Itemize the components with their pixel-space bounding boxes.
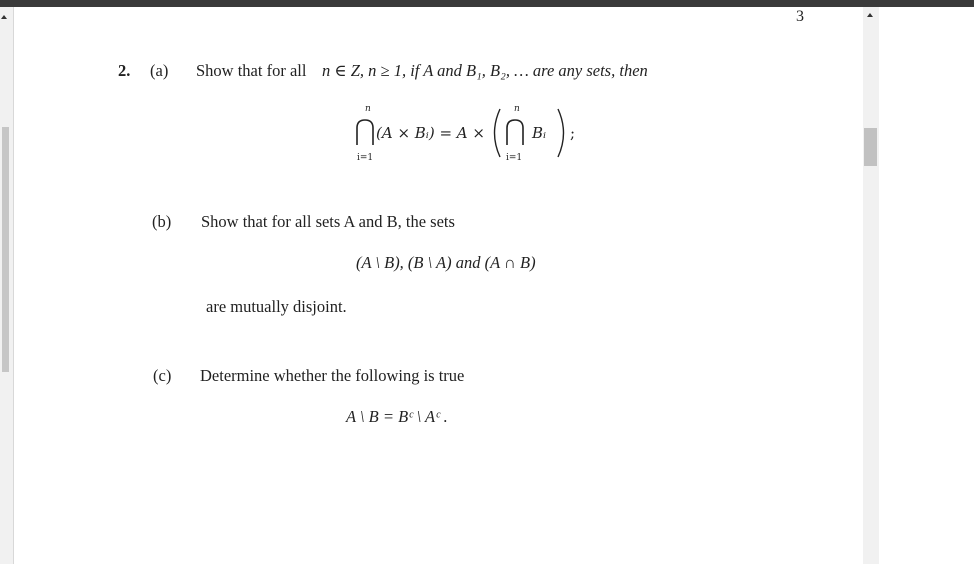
part-b-label: (b) (152, 212, 172, 231)
rhs-upper-limit: n (514, 104, 520, 114)
part-c-label: (c) (153, 366, 172, 385)
lhs-body: (A × Bᵢ) = A × (376, 124, 485, 142)
page-number: 3 (796, 8, 804, 25)
rhs-inner: Bᵢ (532, 124, 547, 142)
part-c-statement: Determine whether the following is true (200, 366, 465, 385)
scroll-up-arrow-icon[interactable] (867, 13, 873, 17)
left-scrollbar[interactable] (0, 7, 14, 564)
part-b-conclusion: are mutually disjoint. (206, 297, 347, 316)
top-bar (0, 0, 974, 7)
question-number: 2. (118, 61, 131, 80)
right-paren-icon (556, 108, 570, 158)
lhs-upper-limit: n (365, 104, 371, 114)
scroll-thumb[interactable] (864, 128, 877, 166)
part-a-label: (a) (150, 61, 169, 80)
part-a-statement-math: n ∈ Z, n ≥ 1, if A and B₁, B₂, … are any sets, then (322, 61, 648, 80)
part-b-sets: (A \ B), (B \ A) and (A ∩ B) (356, 253, 536, 272)
right-margin (879, 7, 974, 564)
rhs-tail: ; (570, 124, 576, 142)
rhs-lower-limit: i=1 (506, 153, 523, 163)
left-scroll-thumb[interactable] (2, 127, 9, 372)
left-scroll-arrow-icon[interactable] (1, 15, 7, 19)
big-intersection-icon (355, 119, 375, 145)
part-b-statement: Show that for all sets A and B, the sets (201, 212, 455, 231)
lhs-lower-limit: i=1 (357, 153, 374, 163)
part-c-formula: A \ B = Bᶜ \ Aᶜ . (346, 407, 448, 426)
big-intersection-icon-2 (505, 119, 525, 145)
part-a-statement-prefix: Show that for all (196, 61, 307, 80)
vertical-scrollbar[interactable] (863, 7, 879, 564)
left-paren-icon (488, 108, 502, 158)
